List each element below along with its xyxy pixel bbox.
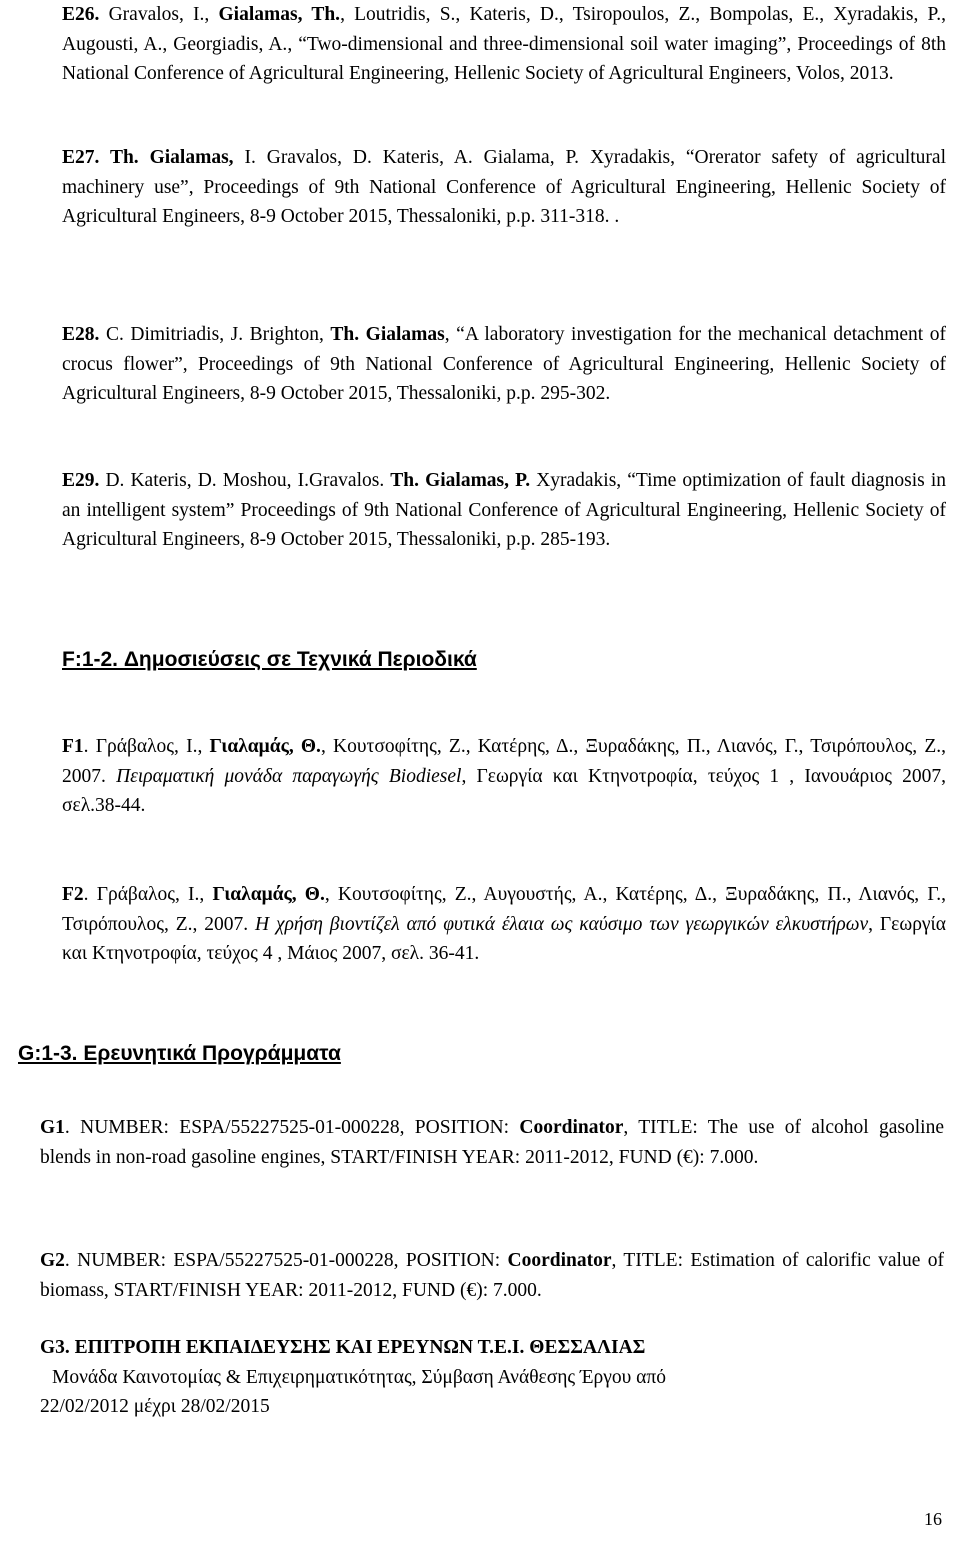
project-label: G2 bbox=[40, 1250, 65, 1271]
project-organization: ΕΠΙΤΡΟΠΗ ΕΚΠΑΙΔΕΥΣΗΣ ΚΑΙ ΕΡΕΥΝΩΝ Τ.Ε.Ι. ΘΕΣΣΑΛΙΑΣ bbox=[69, 1337, 646, 1358]
publication-label: F2 bbox=[62, 884, 84, 905]
project-period: 22/02/2012 μέχρι 28/02/2015 bbox=[40, 1396, 270, 1417]
publication-title: Η χρήση βιοντίζελ από φυτικά έλαια ως καύσιμο των γεωργικών ελκυστήρων bbox=[255, 913, 869, 935]
publication-f2: F2. Γράβαλος, Ι., Γιαλαμάς, Θ., Κουτσοφίτης, Ζ., Αυγουστής, Α., Κατέρης, Δ., Ξυραδάκης, Π., Λιανός, Γ., Τσιρόπουλος, Ζ., 2007. Η χρήση βιοντίζελ από φυτικά έλαια ως καύσιμο των γεωργικών ελκυστήρων, Γεωργία και Κτηνοτροφία, τεύχος 4 , Μάιος 2007, σελ. 36-41. bbox=[62, 884, 947, 964]
section-heading-f: F:1-2. Δημοσιεύσεις σε Τεχνικά Περιοδικά bbox=[62, 648, 477, 671]
project-description: Μονάδα Καινοτομίας & Επιχειρηματικότητας, Σύμβαση Ανάθεσης Έργου από bbox=[52, 1366, 666, 1388]
reference-label: E28. bbox=[62, 324, 100, 345]
project-g1: G1. NUMBER: ESPA/55227525-01-000228, POSITION: Coordinator, TITLE: The use of alcohol gasoline blends in non-road gasoline engines, START/FINISH YEAR: 2011-2012, FUND (€): 7.000. bbox=[40, 1117, 944, 1168]
reference-e26: E26. Gravalos, I., Gialamas, Th., Loutridis, S., Kateris, D., Tsiropoulos, Z., Bompolas, E., Xyradakis, P., Augousti, A., Georgiadis, A., “Two-dimensional and three-dimensional soil water imaging”, Proceedings of 8th National Conference of Agricultural Engineering, Hellenic Society of Agricultural Engineers, Volos, 2013. bbox=[62, 4, 946, 84]
project-g2: G2. NUMBER: ESPA/55227525-01-000228, POSITION: Coordinator, TITLE: Estimation of calorific value of biomass, START/FINISH YEAR: 2011-2012, FUND (€): 7.000. bbox=[40, 1250, 944, 1301]
reference-label: E27. bbox=[62, 147, 100, 168]
project-position: Coordinator bbox=[507, 1250, 612, 1271]
project-g3 bbox=[40, 1333, 944, 1422]
highlighted-author: Γιαλαμάς, Θ. bbox=[209, 736, 321, 757]
publication-title: Πειραματική μονάδα παραγωγής Biodiesel bbox=[116, 765, 462, 787]
reference-e27: E27. Th. Gialamas, I. Gravalos, D. Kateris, A. Gialama, P. Xyradakis, “Orerator safety of agricultural machinery use”, Proceedings of 9th National Conference of Agricultural Engineering, Hellenic Society of Agricultural Engineers, 8-9 October 2015, Thessaloniki, p.p. 311-318. . bbox=[62, 147, 946, 227]
publication-label: F1 bbox=[62, 736, 84, 757]
highlighted-author: Gialamas, Th. bbox=[218, 4, 341, 25]
page-number: 16 bbox=[924, 1509, 942, 1529]
highlighted-author: Γιαλαμάς, Θ. bbox=[212, 884, 325, 905]
reference-e29: E29. D. Kateris, D. Moshou, I.Gravalos. Th. Gialamas, P. Xyradakis, “Time optimization of fault diagnosis in an intelligent system” Proceedings of 9th National Conference of Agricultural Engineering, Hellenic Society of Agricultural Engineers, 8-9 October 2015, Thessaloniki, p.p. 285-193. bbox=[62, 470, 946, 550]
highlighted-author: Th. Gialamas, P. bbox=[390, 470, 531, 491]
highlighted-author: Th. Gialamas, bbox=[99, 147, 234, 168]
reference-label: E29. bbox=[62, 470, 100, 491]
project-label: G3. bbox=[40, 1337, 70, 1358]
reference-e28: E28. C. Dimitriadis, J. Brighton, Th. Gialamas, “A laboratory investigation for the mechanical detachment of crocus flower”, Proceedings of 9th National Conference of Agricultural Engineering, Hellenic Society of Agricultural Engineers, 8-9 October 2015, Thessaloniki, p.p. 295-302. bbox=[62, 324, 946, 404]
project-label: G1 bbox=[40, 1117, 65, 1138]
project-position: Coordinator bbox=[519, 1117, 624, 1138]
reference-label: E26. bbox=[62, 4, 100, 25]
publication-f1: F1. Γράβαλος, Ι., Γιαλαμάς, Θ., Κουτσοφίτης, Ζ., Κατέρης, Δ., Ξυραδάκης, Π., Λιανός, Γ., Τσιρόπουλος, Ζ., 2007. Πειραματική μονάδα παραγωγής Biodiesel, Γεωργία και Κτηνοτροφία, τεύχος 1 , Ιανουάριος 2007, σελ.38-44. bbox=[62, 736, 947, 816]
highlighted-author: Th. Gialamas bbox=[330, 324, 445, 345]
section-heading-g: G:1-3. Ερευνητικά Προγράμματα bbox=[18, 1042, 341, 1065]
